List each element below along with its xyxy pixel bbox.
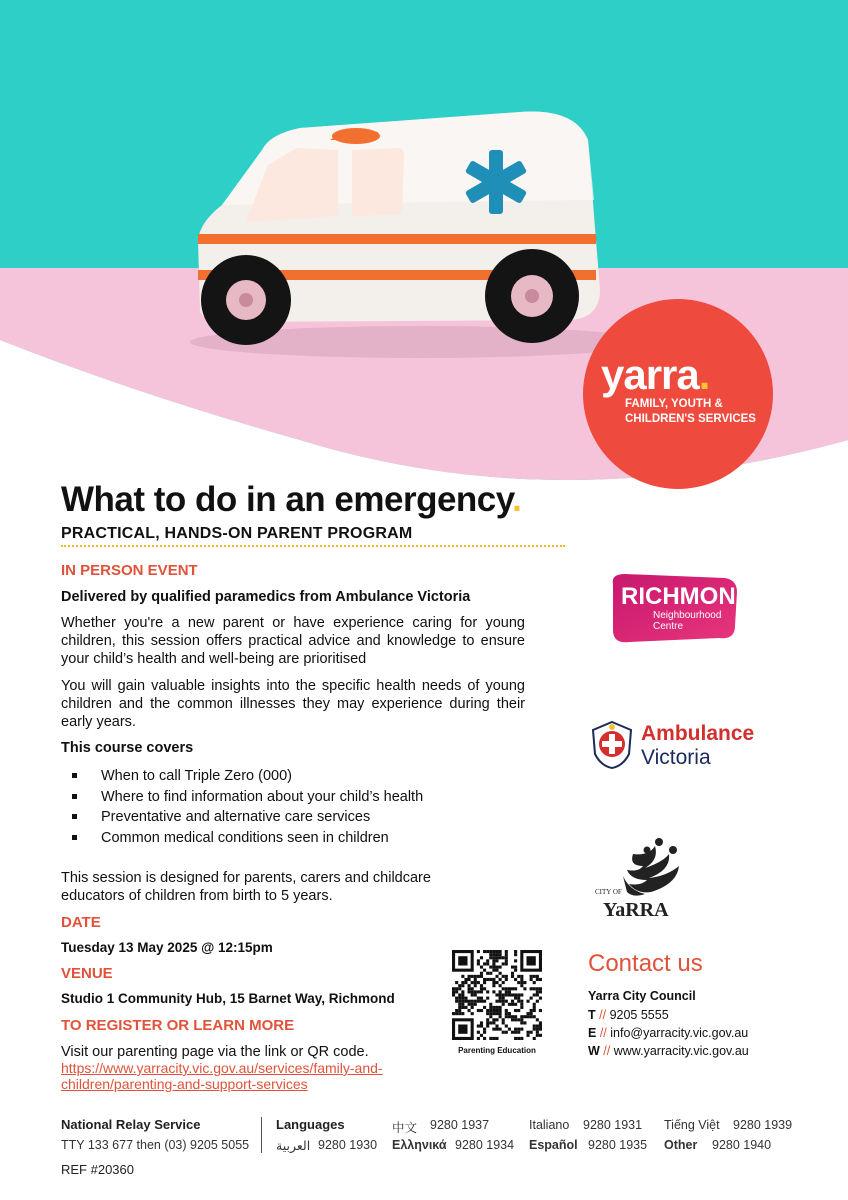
language-name: Español [529, 1138, 578, 1152]
ambulance-logo-line2: Victoria [641, 746, 711, 769]
venue-heading: VENUE [61, 965, 113, 982]
course-list [61, 766, 423, 849]
intro-paragraph-1: Whether you're a new parent or have experience caring for young children, this session offers practical advice and knowledge to ensure your child’s health and well-being are prioritised [61, 615, 525, 667]
page-title: What to do in an emergency. [61, 480, 522, 519]
language-number: 9280 1935 [588, 1138, 648, 1152]
language-number: 9280 1939 [733, 1118, 793, 1132]
relay-service-label: National Relay Service [61, 1117, 201, 1132]
language-name: Ελληνικά [392, 1138, 447, 1152]
yarra-logo-subtitle: FAMILY, YOUTH & CHILDREN'S SERVICES [625, 398, 756, 425]
qr-code-icon[interactable] [452, 950, 542, 1040]
footer-divider [261, 1117, 262, 1153]
language-name: Italiano [529, 1118, 570, 1132]
language-number: 9280 1931 [583, 1118, 643, 1132]
list-item: Common medical conditions seen in children [61, 828, 423, 849]
register-text: Visit our parenting page via the link or QR code. [61, 1044, 369, 1060]
qr-caption: Parenting Education [458, 1046, 536, 1055]
relay-service-text: TTY 133 677 then (03) 9205 5055 [61, 1138, 250, 1152]
svg-text:Centre: Centre [653, 621, 684, 632]
svg-text:CITY OF: CITY OF [595, 888, 622, 896]
language-name: العربية [276, 1139, 311, 1153]
list-item: When to call Triple Zero (000) [61, 766, 423, 787]
yarra-family-services-logo [583, 299, 773, 489]
course-heading: This course covers [61, 740, 194, 756]
date-value: Tuesday 13 May 2025 @ 12:15pm [61, 940, 273, 955]
city-of-yarra-figures-icon [623, 838, 679, 896]
richmond-neighbourhood-centre-logo [607, 572, 753, 644]
page-subtitle: PRACTICAL, HANDS-ON PARENT PROGRAM [61, 525, 413, 542]
language-name: Other [664, 1138, 698, 1152]
title-divider [61, 545, 565, 547]
language-number: 9280 1934 [455, 1138, 515, 1152]
language-number: 9280 1930 [318, 1138, 378, 1152]
contact-web-link[interactable]: www.yarracity.vic.gov.au [613, 1044, 749, 1058]
register-link[interactable]: https://www.yarracity.vic.gov.au/services/family-and-children/parenting-and-support-services [61, 1060, 383, 1092]
svg-text:RICHMOND: RICHMOND [621, 583, 753, 610]
svg-text:Neighbourhood: Neighbourhood [653, 610, 722, 621]
contact-org: Yarra City Council [588, 989, 696, 1003]
contact-phone-value[interactable]: 9205 5555 [609, 1008, 669, 1022]
ambulance-victoria-logo [589, 720, 769, 772]
language-number: 9280 1937 [430, 1118, 490, 1132]
audience-text: This session is designed for parents, carers and childcare educators of children from birth to 5 years. [61, 870, 431, 904]
yarra-logo-word: yarra. [601, 351, 710, 398]
list-item: Where to find information about your child’s health [61, 787, 423, 808]
city-of-yarra-logo [593, 836, 693, 922]
language-name: Tiếng Việt [664, 1118, 720, 1132]
reference-number: REF #20360 [61, 1162, 134, 1177]
contact-email: E // info@yarracity.vic.gov.au [588, 1026, 749, 1040]
date-heading: DATE [61, 914, 101, 931]
event-type-heading: IN PERSON EVENT [61, 562, 198, 579]
language-number: 9280 1940 [712, 1138, 772, 1152]
svg-text:YaRRA: YaRRA [603, 899, 669, 921]
languages-label: Languages [276, 1117, 345, 1132]
contact-email-link[interactable]: info@yarracity.vic.gov.au [610, 1026, 749, 1040]
contact-web: W // www.yarracity.vic.gov.au [588, 1044, 749, 1058]
language-name: 中文 [392, 1121, 418, 1135]
venue-value: Studio 1 Community Hub, 15 Barnet Way, Richmond [61, 991, 395, 1006]
delivered-by-text: Delivered by qualified paramedics from Ambulance Victoria [61, 589, 471, 605]
contact-heading: Contact us [588, 950, 703, 977]
contact-phone: T // 9205 5555 [588, 1008, 669, 1022]
list-item: Preventative and alternative care services [61, 807, 423, 828]
intro-paragraph-2: You will gain valuable insights into the specific health needs of young children and the common illnesses they may experience during their early years. [61, 678, 525, 730]
register-heading: TO REGISTER OR LEARN MORE [61, 1017, 295, 1034]
ambulance-logo-line1: Ambulance [641, 722, 755, 745]
ambulance-victoria-crest-icon [589, 720, 635, 770]
